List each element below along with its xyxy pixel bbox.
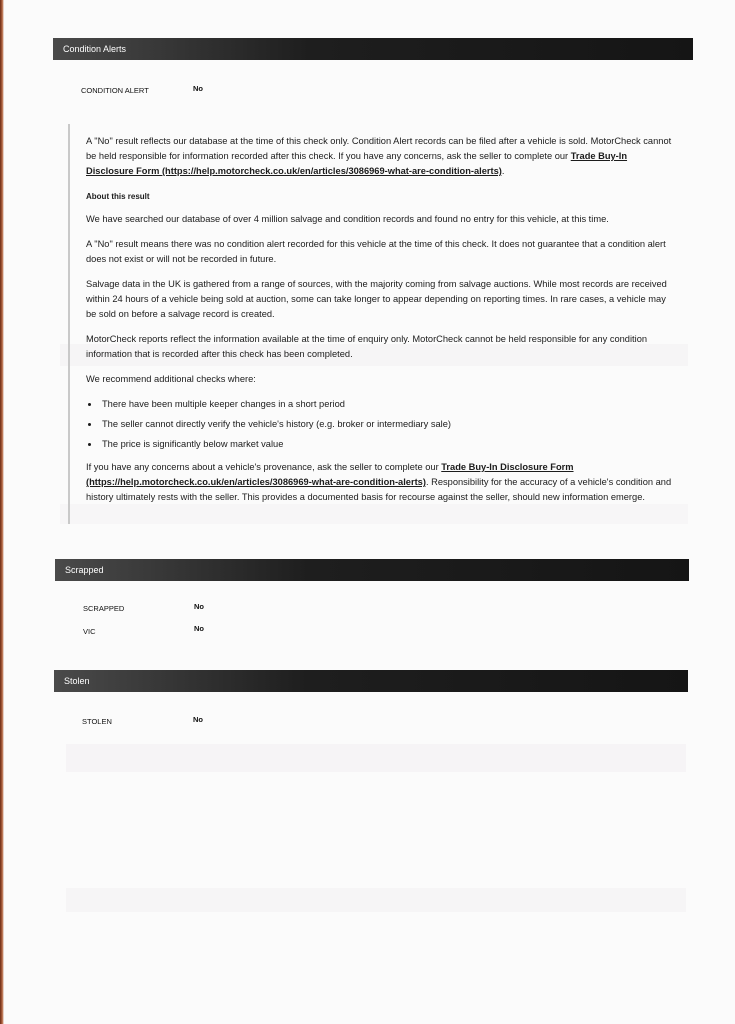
scrapped-label: SCRAPPED [83,604,125,613]
condition-alert-info-box [68,124,680,524]
list-item: • The price is significantly below market value [100,437,672,452]
page-edge [0,0,4,1024]
paragraph: MotorCheck reports reflect the information available at the time of enquiry only. MotorCheck cannot be held responsible for any condition information that is recorded after this check has been completed. [86,334,648,359]
intro-paragraph [86,134,672,179]
show-through-band [66,744,686,772]
disclosure-form-link[interactable]: Trade Buy-In Disclosure Form (https://help.motorcheck.co.uk/en/articles/3086969-what-are-condition-alerts) [86,151,628,176]
paragraph: A "No" result means there was no condition alert recorded for this vehicle at the time of this check. It does not guarantee that a condition alert does not exist or will not be recorded in future. [86,239,666,264]
vic-value: No [194,624,204,633]
intro-text: A "No" result reflects our database at the time of this check only. Condition Alert records can be filed after a vehicle is sold. MotorCheck cannot be held responsible for information recorded after this check. If you have any concerns, ask the seller to complete our [86,136,672,161]
recommend-paragraph: We recommend additional checks where: [86,374,256,384]
intro-text-end: . [501,166,505,176]
closing-text: If you have any concerns about a vehicle's provenance, ask the seller to complete our [86,462,442,472]
stolen-label: STOLEN [82,717,112,726]
stolen-value: No [193,715,203,724]
scrapped-header: Scrapped [55,559,689,581]
recommend-list [86,397,672,452]
show-through-band [66,888,686,912]
stolen-header: Stolen [54,670,688,692]
about-result-heading: About this result [86,192,150,201]
list-item: • There have been multiple keeper changes in a short period [100,397,672,412]
vic-label: VIC [83,627,96,636]
closing-paragraph [86,460,672,505]
closing-text-end: . Responsibility for the accuracy of a vehicle's condition and history ultimately rests with the seller. This provides a documented basis for recourse against the seller, should new information emerge. [86,477,672,502]
paragraph: We have searched our database of over 4 million salvage and condition records and found no entry for this vehicle, at this time. [86,214,609,224]
condition-alert-value: No [193,84,203,93]
condition-alert-label: CONDITION ALERT [81,86,149,95]
condition-alerts-header: Condition Alerts [53,38,693,60]
scrapped-value: No [194,602,204,611]
list-item: • The seller cannot directly verify the vehicle's history (e.g. broker or intermediary sale) [100,417,672,432]
paragraph: Salvage data in the UK is gathered from a range of sources, with the majority coming from salvage auctions. While most records are received within 24 hours of a vehicle being sold at auction, some can take longer to appear depending on reporting times. In rare cases, a vehicle may be sold on before a salvage record is created. [86,279,667,319]
disclosure-form-link[interactable]: Trade Buy-In Disclosure Form (https://help.motorcheck.co.uk/en/articles/3086969-what-are-condition-alerts) [86,462,574,487]
